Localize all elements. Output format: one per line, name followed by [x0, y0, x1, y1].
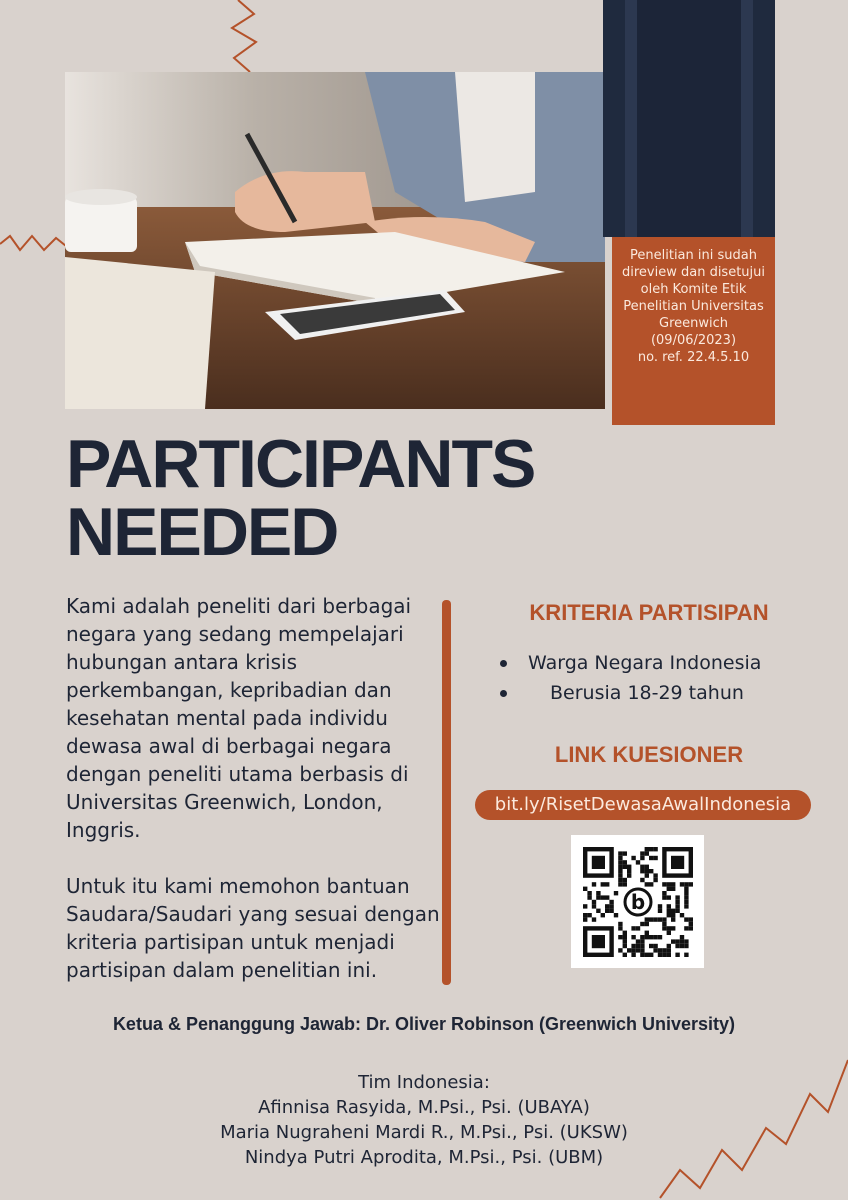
title-line-2: NEEDED [66, 494, 338, 570]
ethics-line: oleh Komite Etik [640, 282, 747, 297]
hero-photo-writing-notebook [65, 72, 605, 409]
request-line: kriteria partisipan untuk menjadi [66, 930, 395, 954]
criteria-item: Berusia 18-29 tahun [500, 678, 761, 708]
criteria-list [500, 648, 761, 708]
intro-line: Universitas Greenwich, London, [66, 790, 383, 814]
questionnaire-link[interactable]: bit.ly/RisetDewasaAwalIndonesia [475, 790, 811, 820]
intro-line: Kami adalah peneliti dari berbagai [66, 594, 412, 618]
title-line-1: PARTICIPANTS [66, 426, 535, 502]
zigzag-top-decoration [210, 0, 280, 80]
photo-illustration [65, 72, 605, 409]
request-line: Untuk itu kami memohon bantuan [66, 874, 410, 898]
intro-line: dewasa awal di berbagai negara [66, 734, 392, 758]
team-member: Nindya Putri Aprodita, M.Psi., Psi. (UBM) [244, 1147, 604, 1168]
team-title: Tim Indonesia: [358, 1072, 490, 1093]
ethics-line: direview dan disetujui [621, 265, 765, 280]
team-member: Afinnisa Rasyida, M.Psi., Psi. (UBAYA) [258, 1097, 590, 1118]
intro-line: perkembangan, kepribadian dan [66, 678, 392, 702]
team-list [0, 1070, 848, 1170]
intro-line: hubungan antara krisis [66, 650, 298, 674]
intro-text [66, 592, 446, 984]
criteria-item: Warga Negara Indonesia [500, 648, 761, 678]
vertical-divider [442, 600, 451, 985]
ethics-line: Greenwich [659, 316, 728, 331]
criteria-heading: KRITERIA PARTISIPAN [529, 600, 769, 625]
principal-investigator: Ketua & Penanggung Jawab: Dr. Oliver Robinson (Greenwich University) [112, 1014, 736, 1034]
ethics-line: Penelitian ini sudah [630, 248, 757, 263]
ethics-approval-note [612, 237, 775, 425]
zigzag-left-decoration [0, 222, 70, 262]
request-line: Saudara/Saudari yang sesuai dengan [66, 902, 440, 926]
bullet-icon [500, 660, 507, 667]
ethics-line: Penelitian Universitas [623, 299, 764, 314]
decorative-banner [603, 0, 775, 237]
qr-code[interactable] [571, 835, 704, 968]
intro-line: kesehatan mental pada individu [66, 706, 388, 730]
intro-line: negara yang sedang mempelajari [66, 622, 404, 646]
ethics-line: no. ref. 22.4.5.10 [637, 350, 750, 365]
questionnaire-heading: LINK KUESIONER [554, 742, 744, 767]
intro-line: Inggris. [66, 818, 141, 842]
bitly-logo-glyph: b [630, 890, 646, 914]
qr-code-graphic [571, 835, 704, 968]
intro-line: dengan peneliti utama berbasis di [66, 762, 409, 786]
page-title [66, 426, 535, 570]
ethics-line: (09/06/2023) [650, 333, 737, 348]
bullet-icon [500, 690, 507, 697]
request-line: partisipan dalam penelitian ini. [66, 958, 378, 982]
team-member: Maria Nugraheni Mardi R., M.Psi., Psi. (UKSW) [220, 1122, 628, 1143]
